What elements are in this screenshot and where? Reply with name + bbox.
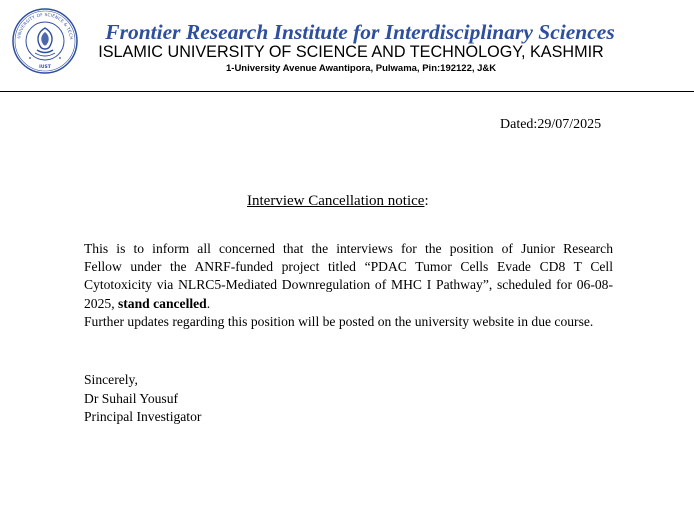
institute-name: Frontier Research Institute for Interdisciplinary Sciences bbox=[105, 20, 615, 44]
notice-date bbox=[500, 117, 601, 133]
svg-text:IUST: IUST bbox=[39, 65, 51, 70]
svg-text:ISLAMIC UNIVERSITY OF SCIENCE: UNIVERSITY OF SCIENCE & TECH bbox=[16, 11, 75, 40]
signatory-designation: Principal Investigator bbox=[84, 409, 202, 424]
body-line: This is to inform all concerned that the interviews for the position of Junior Research bbox=[84, 241, 613, 256]
date-value: 29/07/2025 bbox=[537, 117, 602, 132]
university-name: ISLAMIC UNIVERSITY OF SCIENCE AND TECHNOLOGY, KASHMIR bbox=[98, 43, 604, 61]
notice-body bbox=[84, 240, 613, 331]
body-line: Fellow under the ANRF-funded project titled “PDAC Tumor Cells Evade CD8 T Cell bbox=[84, 259, 613, 275]
further-updates: Further updates regarding this position will be posted on the university website in due course. bbox=[84, 313, 594, 329]
signoff-block bbox=[84, 371, 201, 427]
university-logo bbox=[10, 6, 80, 76]
body-line-end: . bbox=[206, 295, 211, 311]
header-divider bbox=[0, 91, 694, 92]
notice-title bbox=[247, 193, 429, 210]
notice-title-colon: : bbox=[424, 193, 429, 209]
cancellation-status: stand cancelled bbox=[117, 295, 207, 311]
body-line-cancelled bbox=[84, 295, 613, 313]
body-line-start: 2025, bbox=[84, 295, 118, 311]
signatory-name: Dr Suhail Yousuf bbox=[84, 390, 179, 406]
signoff-closing: Sincerely, bbox=[84, 372, 138, 387]
university-address: 1-University Avenue Awantipora, Pulwama, Pin:192122, J&K bbox=[226, 63, 497, 74]
date-label: Dated: bbox=[500, 117, 538, 132]
university-seal-icon bbox=[10, 6, 80, 76]
notice-title-text: Interview Cancellation notice bbox=[247, 193, 425, 209]
body-line: Cytotoxicity via NLRC5-Mediated Downregulation of MHC I Pathway”, scheduled for 06-08- bbox=[84, 277, 613, 293]
